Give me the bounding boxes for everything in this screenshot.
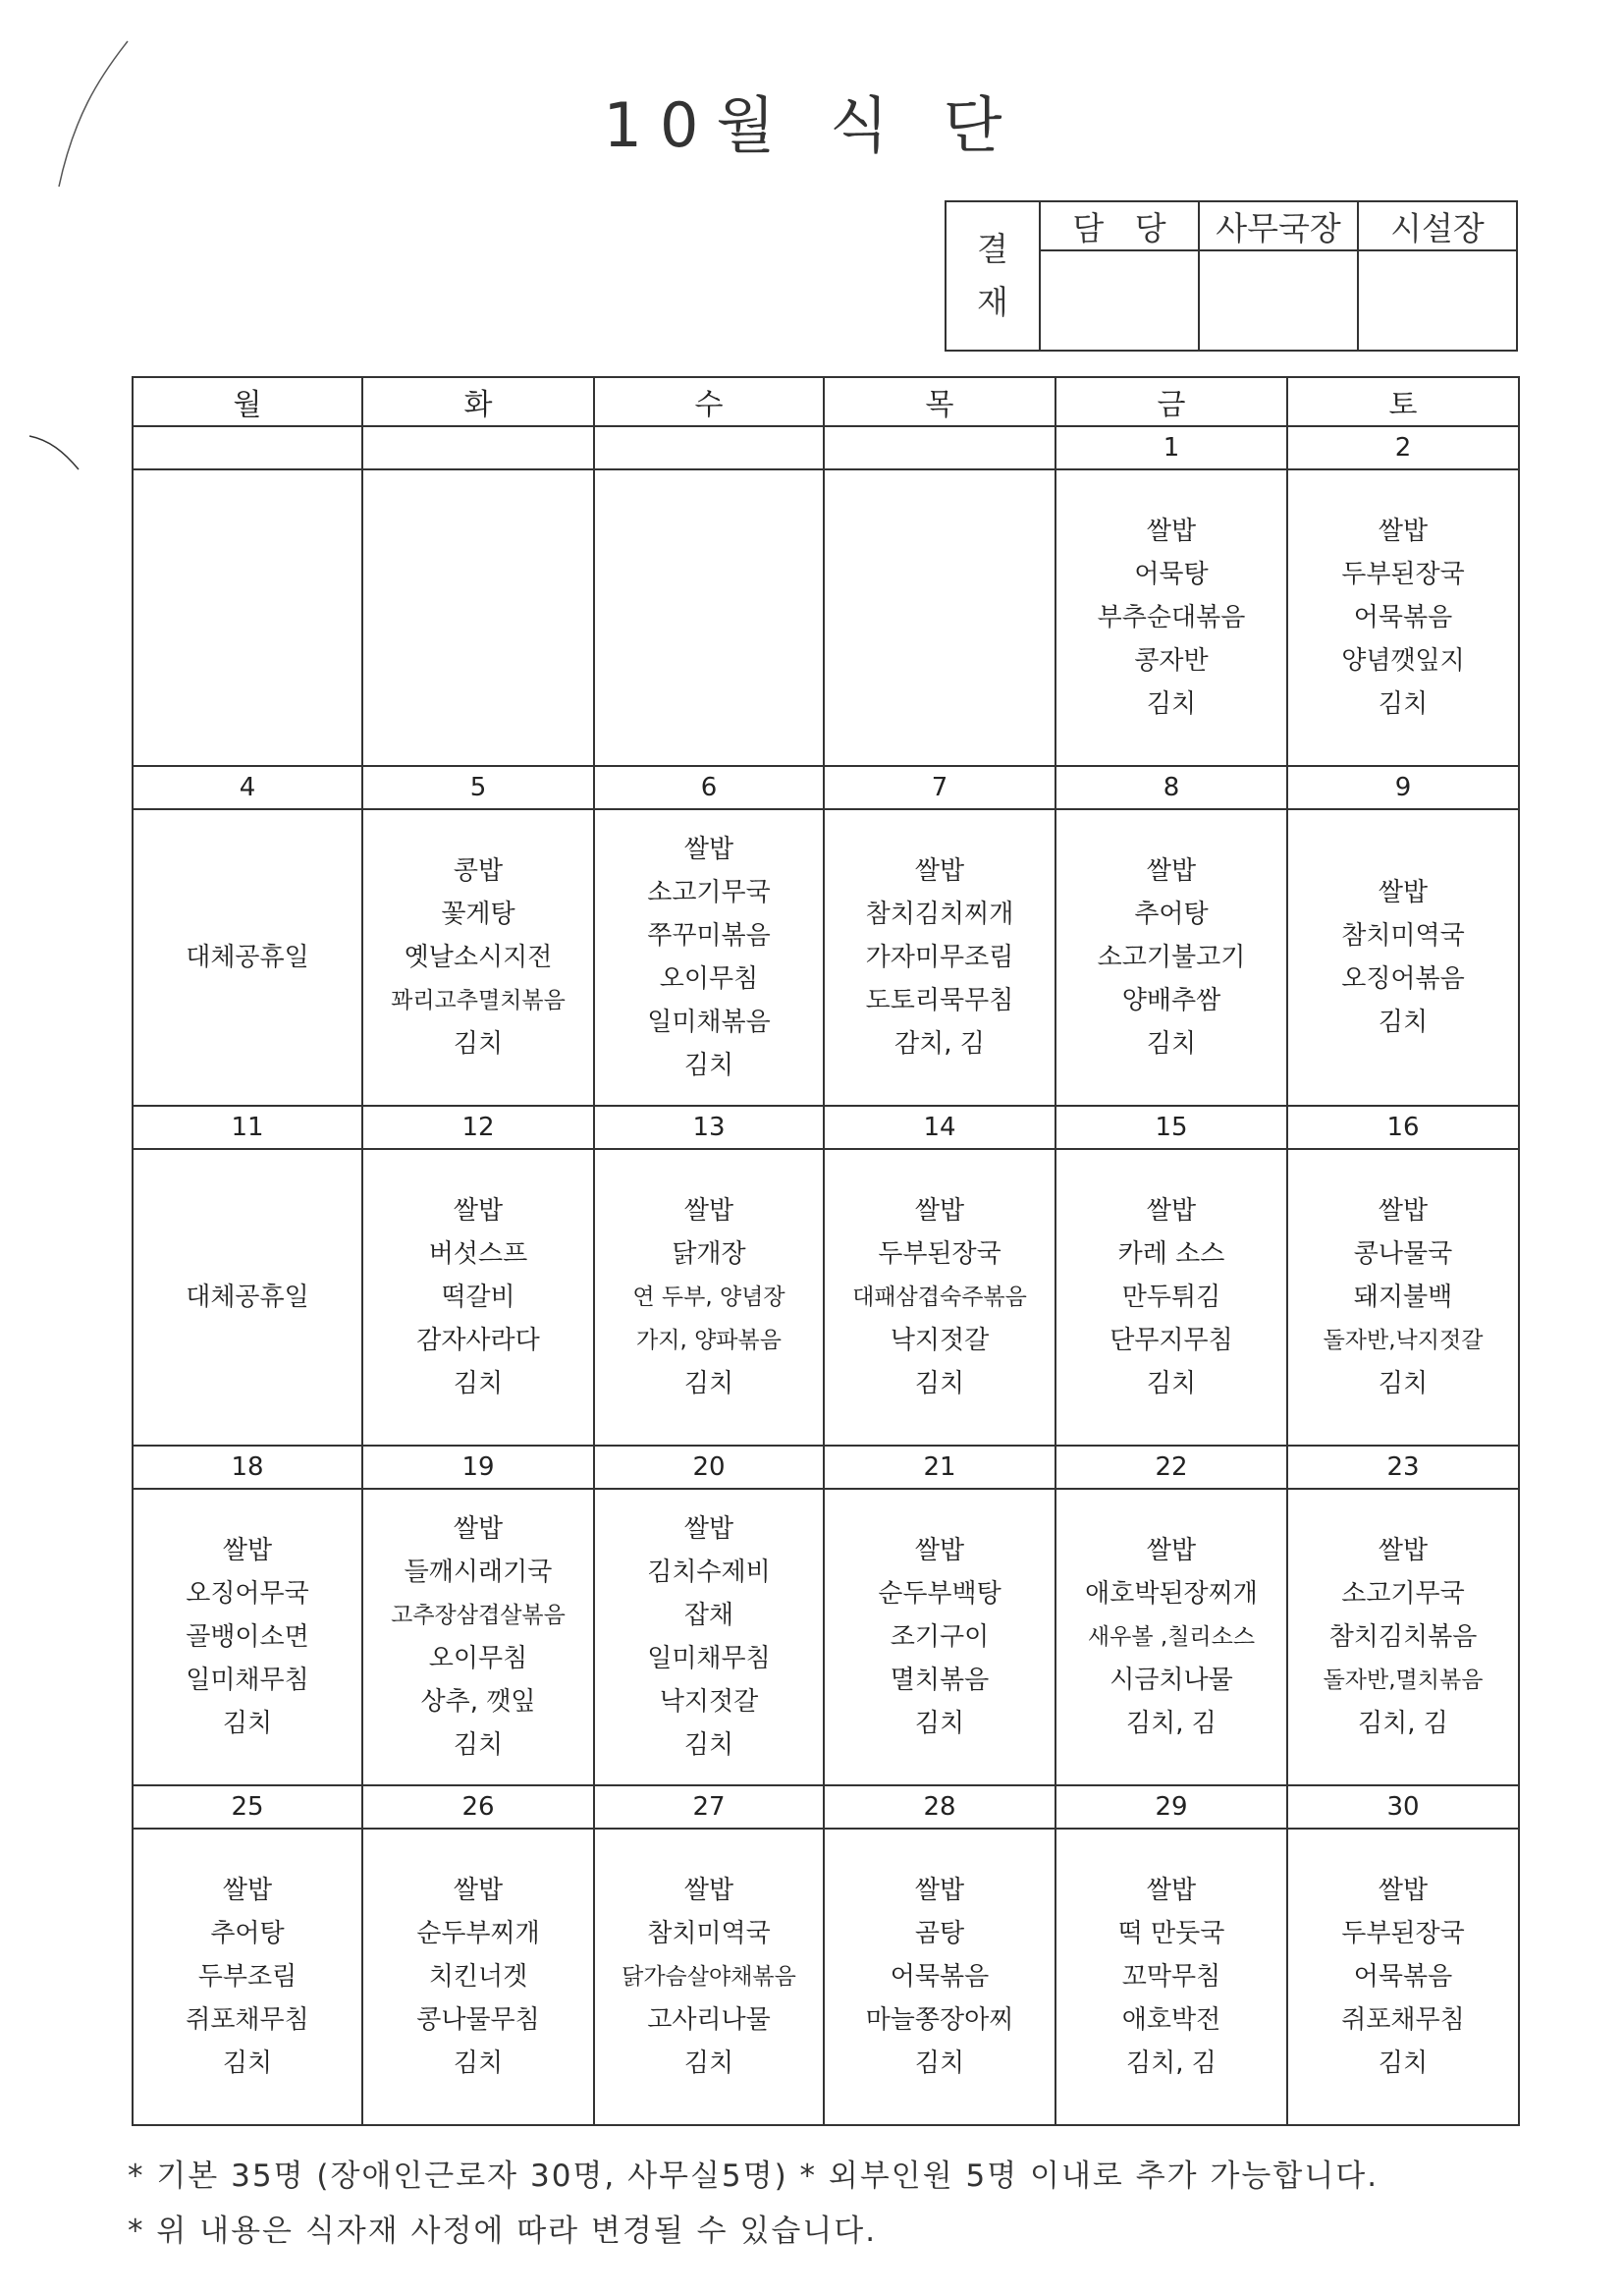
date-cell: 13: [594, 1106, 824, 1149]
date-row: [133, 1106, 1519, 1149]
menu-item: 소고기무국: [647, 878, 771, 907]
menu-item: 고사리나물: [647, 2005, 771, 2035]
menu-item: 옛날소시지전: [404, 943, 553, 972]
menu-item: 애호박전: [1121, 2005, 1221, 2035]
approval-sign-manager: [1040, 250, 1199, 351]
date-cell: 28: [824, 1785, 1055, 1829]
weekday-sat: 토: [1287, 377, 1519, 426]
menu-item: 돌자반,낙지젓갈: [1323, 1328, 1484, 1353]
approval-role-director: 시설장: [1358, 201, 1517, 250]
menu-item: 멸치볶음: [890, 1666, 990, 1695]
menu-item: 닭가슴살야채볶음: [622, 1964, 796, 1990]
menu-cell: [594, 1149, 824, 1446]
menu-item: 쌀밥: [683, 1876, 734, 1905]
menu-item: 단무지무침: [1109, 1326, 1233, 1355]
menu-cell: [362, 1489, 594, 1785]
menu-item: 낙지젓갈: [890, 1326, 990, 1355]
menu-item: 마늘쫑장아찌: [865, 2005, 1014, 2035]
approval-label: 결 재: [946, 201, 1040, 351]
menu-cell: [1287, 1829, 1519, 2125]
date-cell: 4: [133, 766, 362, 809]
date-cell: 20: [594, 1446, 824, 1489]
date-row: [133, 1785, 1519, 1829]
menu-item: 쌀밥: [914, 856, 965, 886]
menu-row: [133, 1489, 1519, 1785]
menu-item: 김치: [1378, 2049, 1429, 2078]
menu-item: 일미채볶음: [647, 1008, 771, 1037]
note-line: * 기본 35명 (장애인근로자 30명, 사무실5명) * 외부인원 5명 이내로 추가 가능합니다.: [128, 2159, 1380, 2194]
menu-item: 쌀밥: [1146, 517, 1197, 546]
menu-cell: [824, 1829, 1055, 2125]
page-title: 10월 식 단: [603, 89, 1020, 161]
notes: [128, 2149, 1379, 2259]
menu-item: 떡 만둣국: [1117, 1919, 1225, 1948]
date-cell: [824, 426, 1055, 469]
menu-item: 돌자반,멸치볶음: [1323, 1667, 1484, 1693]
menu-item: 낙지젓갈: [659, 1687, 759, 1717]
menu-item: 소고기불고기: [1097, 943, 1246, 972]
note-line: * 위 내용은 식자재 사정에 따라 변경될 수 있습니다.: [128, 2214, 878, 2249]
weekday-header-row: [133, 377, 1519, 426]
menu-item: 김치: [1378, 1008, 1429, 1037]
menu-item: 감자사라다: [416, 1326, 540, 1355]
approval-sign-director: [1358, 250, 1517, 351]
menu-cell: [1055, 809, 1287, 1106]
menu-item: 김치: [1378, 1369, 1429, 1398]
menu-item: 쥐포채무침: [1341, 2005, 1465, 2035]
menu-item: 김치: [683, 2049, 734, 2078]
calendar-body: [133, 426, 1519, 2125]
menu-item: 양배추쌈: [1121, 986, 1221, 1015]
menu-cell: [1055, 469, 1287, 766]
menu-cell: [1287, 1489, 1519, 1785]
approval-role-secretary: 사무국장: [1199, 201, 1358, 250]
menu-row: [133, 1829, 1519, 2125]
menu-cell: [594, 1489, 824, 1785]
menu-cell: [594, 1829, 824, 2125]
menu-item: 김치, 김: [1126, 2049, 1217, 2078]
menu-item: 일미채무침: [186, 1666, 309, 1695]
date-cell: 26: [362, 1785, 594, 1829]
date-row: [133, 766, 1519, 809]
date-cell: 27: [594, 1785, 824, 1829]
date-cell: 23: [1287, 1446, 1519, 1489]
menu-cell: [824, 1149, 1055, 1446]
menu-item: 쭈꾸미볶음: [647, 921, 771, 951]
weekday-mon: 월: [133, 377, 362, 426]
menu-item: 조기구이: [890, 1622, 990, 1652]
menu-item: 꼬막무침: [1121, 1962, 1221, 1992]
menu-item: 떡갈비: [441, 1283, 515, 1312]
menu-item: 가지, 양파볶음: [636, 1328, 782, 1353]
menu-item: 도토리묵무침: [865, 986, 1014, 1015]
date-cell: 7: [824, 766, 1055, 809]
menu-cell: [1055, 1489, 1287, 1785]
menu-item: 쌀밥: [1378, 1876, 1429, 1905]
menu-item: 어묵볶음: [890, 1962, 990, 1992]
menu-item: 가자미무조림: [865, 943, 1014, 972]
menu-item: 만두튀김: [1121, 1283, 1221, 1312]
approval-box: [945, 200, 1518, 352]
menu-item: 참치미역국: [1341, 921, 1465, 951]
menu-item: 대체공휴일: [186, 943, 309, 972]
menu-item: 두부조림: [197, 1962, 298, 1992]
menu-item: 콩나물무침: [416, 2005, 540, 2035]
menu-item: 소고기무국: [1341, 1579, 1465, 1609]
date-cell: 22: [1055, 1446, 1287, 1489]
date-row: [133, 426, 1519, 469]
menu-item: 김치: [914, 1709, 965, 1738]
date-cell: 18: [133, 1446, 362, 1489]
menu-cell: [362, 1149, 594, 1446]
weekday-thu: 목: [824, 377, 1055, 426]
menu-cell: [1055, 1149, 1287, 1446]
menu-item: 카레 소스: [1117, 1239, 1225, 1269]
menu-cell: [133, 1489, 362, 1785]
menu-item: 김치: [222, 2049, 273, 2078]
menu-cell: [824, 1489, 1055, 1785]
menu-row: [133, 1149, 1519, 1446]
date-cell: [362, 426, 594, 469]
menu-item: 쌀밥: [914, 1196, 965, 1226]
menu-item: 추어탕: [210, 1919, 285, 1948]
menu-item: 쌀밥: [453, 1876, 504, 1905]
menu-item: 김치: [683, 1051, 734, 1080]
menu-item: 쌀밥: [1146, 1536, 1197, 1565]
menu-item: 어묵탕: [1134, 560, 1209, 589]
menu-item: 쌀밥: [222, 1536, 273, 1565]
menu-item: 콩자반: [1134, 646, 1209, 676]
menu-item: 김치: [914, 1369, 965, 1398]
menu-item: 김치수제비: [647, 1558, 771, 1587]
menu-item: 김치, 김: [1126, 1709, 1217, 1738]
date-cell: 25: [133, 1785, 362, 1829]
menu-item: 쌀밥: [1378, 1196, 1429, 1226]
date-cell: 15: [1055, 1106, 1287, 1149]
menu-item: 일미채무침: [647, 1644, 771, 1673]
menu-item: 들깨시래기국: [404, 1558, 553, 1587]
menu-item: 김치: [453, 1029, 504, 1059]
menu-item: 콩밥: [453, 856, 504, 886]
menu-item: 쌀밥: [1146, 1876, 1197, 1905]
menu-item: 순두부백탕: [878, 1579, 1001, 1609]
date-cell: 8: [1055, 766, 1287, 809]
menu-item: 김치: [453, 2049, 504, 2078]
menu-item: 쌀밥: [683, 1196, 734, 1226]
menu-item: 쌀밥: [1146, 856, 1197, 886]
menu-item: 닭개장: [672, 1239, 746, 1269]
menu-item: 쌀밥: [914, 1876, 965, 1905]
date-cell: 2: [1287, 426, 1519, 469]
menu-item: 김치: [914, 2049, 965, 2078]
menu-item: 김치: [1146, 1029, 1197, 1059]
date-cell: 16: [1287, 1106, 1519, 1149]
menu-item: 시금치나물: [1109, 1666, 1233, 1695]
menu-item: 쥐포채무침: [186, 2005, 309, 2035]
menu-item: 애호박된장찌개: [1085, 1579, 1258, 1609]
menu-item: 상추, 깻잎: [420, 1687, 536, 1717]
menu-item: 쌀밥: [1378, 878, 1429, 907]
menu-cell: [824, 809, 1055, 1106]
menu-item: 쌀밥: [914, 1536, 965, 1565]
menu-item: 쌀밥: [1378, 517, 1429, 546]
menu-cell: [133, 809, 362, 1106]
menu-cell: [1287, 809, 1519, 1106]
menu-cell: [362, 469, 594, 766]
menu-item: 돼지불백: [1353, 1283, 1453, 1312]
menu-item: 김치: [222, 1709, 273, 1738]
date-row: [133, 1446, 1519, 1489]
menu-item: 김치: [683, 1730, 734, 1760]
menu-item: 꽃게탕: [441, 900, 515, 929]
weekday-fri: 금: [1055, 377, 1287, 426]
menu-item: 쌀밥: [683, 835, 734, 864]
weekday-tue: 화: [362, 377, 594, 426]
menu-item: 김치: [683, 1369, 734, 1398]
menu-item: 두부된장국: [878, 1239, 1001, 1269]
date-cell: 1: [1055, 426, 1287, 469]
menu-item: 김치: [1146, 1369, 1197, 1398]
menu-item: 치킨너겟: [428, 1962, 528, 1992]
date-cell: 21: [824, 1446, 1055, 1489]
menu-item: 어묵볶음: [1353, 1962, 1453, 1992]
menu-item: 부추순대볶음: [1097, 603, 1246, 632]
menu-item: 골뱅이소면: [186, 1622, 309, 1652]
menu-cell: [362, 1829, 594, 2125]
menu-item: 오이무침: [428, 1644, 528, 1673]
menu-item: 오징어볶음: [1341, 964, 1465, 994]
date-cell: 5: [362, 766, 594, 809]
menu-cell: [362, 809, 594, 1106]
menu-item: 쌀밥: [1378, 1536, 1429, 1565]
menu-item: 김치, 김: [1358, 1709, 1448, 1738]
menu-item: 두부된장국: [1341, 1919, 1465, 1948]
date-cell: 29: [1055, 1785, 1287, 1829]
menu-item: 두부된장국: [1341, 560, 1465, 589]
menu-item: 대체공휴일: [186, 1283, 309, 1312]
menu-item: 쌀밥: [453, 1196, 504, 1226]
scan-mark-left: [20, 422, 98, 481]
menu-cell: [824, 469, 1055, 766]
menu-item: 연 두부, 양념장: [632, 1285, 785, 1310]
menu-calendar: [132, 376, 1520, 2126]
date-cell: 19: [362, 1446, 594, 1489]
menu-item: 참치미역국: [647, 1919, 771, 1948]
menu-item: 대패삼겹숙주볶음: [852, 1285, 1027, 1310]
menu-item: 참치김치볶음: [1328, 1622, 1478, 1652]
menu-item: 쌀밥: [453, 1514, 504, 1544]
menu-row: [133, 469, 1519, 766]
approval-role-manager: 담 당: [1040, 201, 1199, 250]
menu-row: [133, 809, 1519, 1106]
menu-cell: [133, 469, 362, 766]
menu-item: 양념깻잎지: [1341, 646, 1465, 676]
date-cell: 14: [824, 1106, 1055, 1149]
date-cell: 11: [133, 1106, 362, 1149]
menu-item: 어묵볶음: [1353, 603, 1453, 632]
menu-item: 순두부찌개: [416, 1919, 540, 1948]
menu-item: 추어탕: [1134, 900, 1209, 929]
menu-cell: [594, 469, 824, 766]
menu-item: 김치: [453, 1730, 504, 1760]
menu-item: 꽈리고추멸치볶음: [391, 988, 566, 1013]
menu-item: 쌀밥: [222, 1876, 273, 1905]
menu-cell: [594, 809, 824, 1106]
date-cell: [133, 426, 362, 469]
menu-cell: [133, 1149, 362, 1446]
menu-item: 잡채: [683, 1601, 734, 1630]
menu-item: 버섯스프: [428, 1239, 528, 1269]
menu-item: 고추장삼겹살볶음: [391, 1603, 566, 1628]
date-cell: 30: [1287, 1785, 1519, 1829]
weekday-wed: 수: [594, 377, 824, 426]
date-cell: 12: [362, 1106, 594, 1149]
approval-sign-secretary: [1199, 250, 1358, 351]
menu-item: 콩나물국: [1353, 1239, 1453, 1269]
menu-item: 감치, 김: [894, 1029, 985, 1059]
date-cell: [594, 426, 824, 469]
menu-cell: [133, 1829, 362, 2125]
menu-cell: [1287, 1149, 1519, 1446]
menu-item: 쌀밥: [683, 1514, 734, 1544]
menu-item: 김치: [1378, 689, 1429, 719]
menu-item: 오징어무국: [186, 1579, 309, 1609]
menu-item: 김치: [453, 1369, 504, 1398]
menu-item: 오이무침: [659, 964, 759, 994]
menu-item: 곰탕: [914, 1919, 965, 1948]
menu-cell: [1287, 469, 1519, 766]
date-cell: 9: [1287, 766, 1519, 809]
date-cell: 6: [594, 766, 824, 809]
menu-item: 참치김치찌개: [865, 900, 1014, 929]
menu-cell: [1055, 1829, 1287, 2125]
menu-item: 쌀밥: [1146, 1196, 1197, 1226]
menu-item: 김치: [1146, 689, 1197, 719]
menu-item: 새우볼 ,칠리소스: [1087, 1624, 1256, 1650]
